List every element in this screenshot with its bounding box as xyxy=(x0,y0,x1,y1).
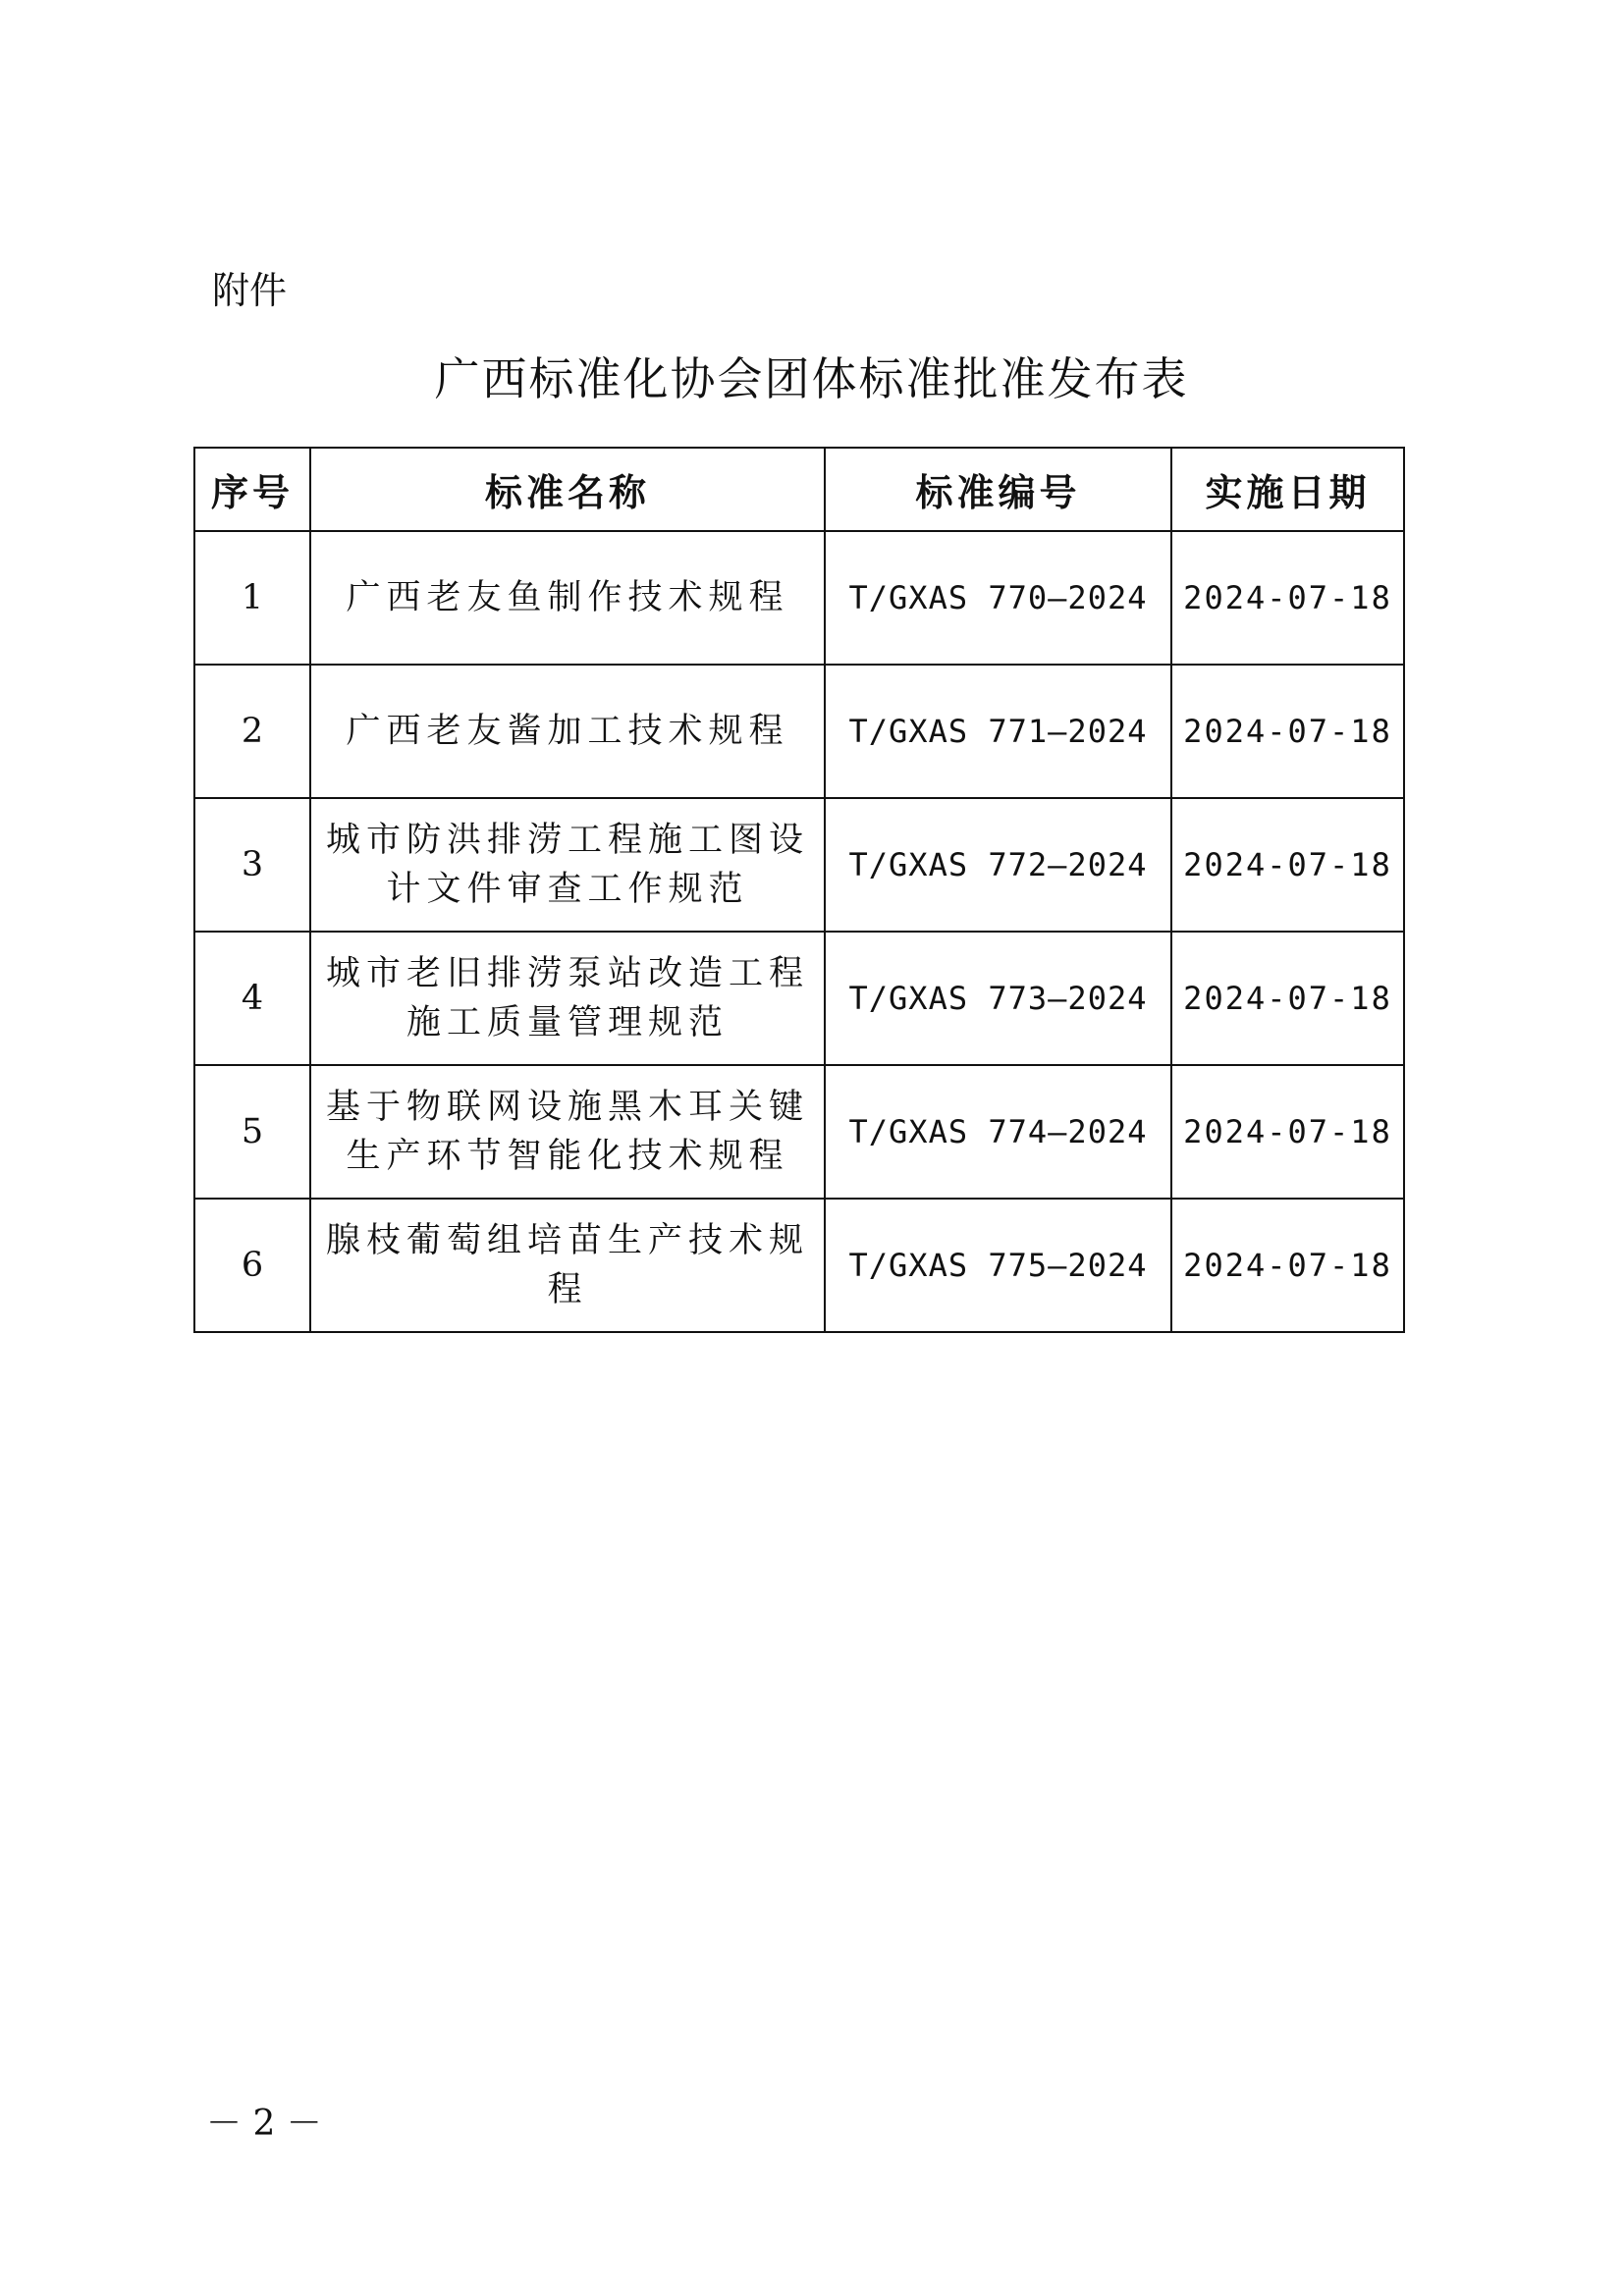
standards-table xyxy=(193,447,1405,1333)
header-name: 标准名称 xyxy=(310,448,825,531)
row-date: 2024-07-18 xyxy=(1171,665,1404,798)
row-date: 2024-07-18 xyxy=(1171,932,1404,1065)
row-code: T/GXAS 774—2024 xyxy=(825,1065,1171,1199)
row-code: T/GXAS 772—2024 xyxy=(825,798,1171,932)
document-title: 广西标准化协会团体标准批准发布表 xyxy=(434,352,1189,405)
row-seq: 6 xyxy=(194,1199,310,1332)
row-date: 2024-07-18 xyxy=(1171,798,1404,932)
row-seq: 1 xyxy=(194,531,310,665)
table-row xyxy=(194,798,1404,932)
table-row xyxy=(194,665,1404,798)
row-name: 腺枝葡萄组培苗生产技术规程 xyxy=(310,1199,825,1332)
row-name: 广西老友酱加工技术规程 xyxy=(310,665,825,798)
row-seq: 5 xyxy=(194,1065,310,1199)
row-code: T/GXAS 771—2024 xyxy=(825,665,1171,798)
row-code: T/GXAS 770—2024 xyxy=(825,531,1171,665)
table-row xyxy=(194,932,1404,1065)
attachment-label: 附件 xyxy=(212,269,288,312)
table-row xyxy=(194,1199,1404,1332)
page-number: － 2 － xyxy=(206,2104,322,2144)
header-seq: 序号 xyxy=(194,448,310,531)
row-date: 2024-07-18 xyxy=(1171,1199,1404,1332)
row-seq: 2 xyxy=(194,665,310,798)
table-header-row xyxy=(194,448,1404,531)
row-name: 基于物联网设施黑木耳关键生产环节智能化技术规程 xyxy=(310,1065,825,1199)
row-date: 2024-07-18 xyxy=(1171,1065,1404,1199)
table-row xyxy=(194,1065,1404,1199)
row-seq: 3 xyxy=(194,798,310,932)
row-code: T/GXAS 775—2024 xyxy=(825,1199,1171,1332)
row-code: T/GXAS 773—2024 xyxy=(825,932,1171,1065)
header-code: 标准编号 xyxy=(825,448,1171,531)
row-date: 2024-07-18 xyxy=(1171,531,1404,665)
row-name: 城市老旧排涝泵站改造工程施工质量管理规范 xyxy=(310,932,825,1065)
row-name: 广西老友鱼制作技术规程 xyxy=(310,531,825,665)
header-date: 实施日期 xyxy=(1171,448,1404,531)
row-seq: 4 xyxy=(194,932,310,1065)
table-row xyxy=(194,531,1404,665)
row-name: 城市防洪排涝工程施工图设计文件审查工作规范 xyxy=(310,798,825,932)
